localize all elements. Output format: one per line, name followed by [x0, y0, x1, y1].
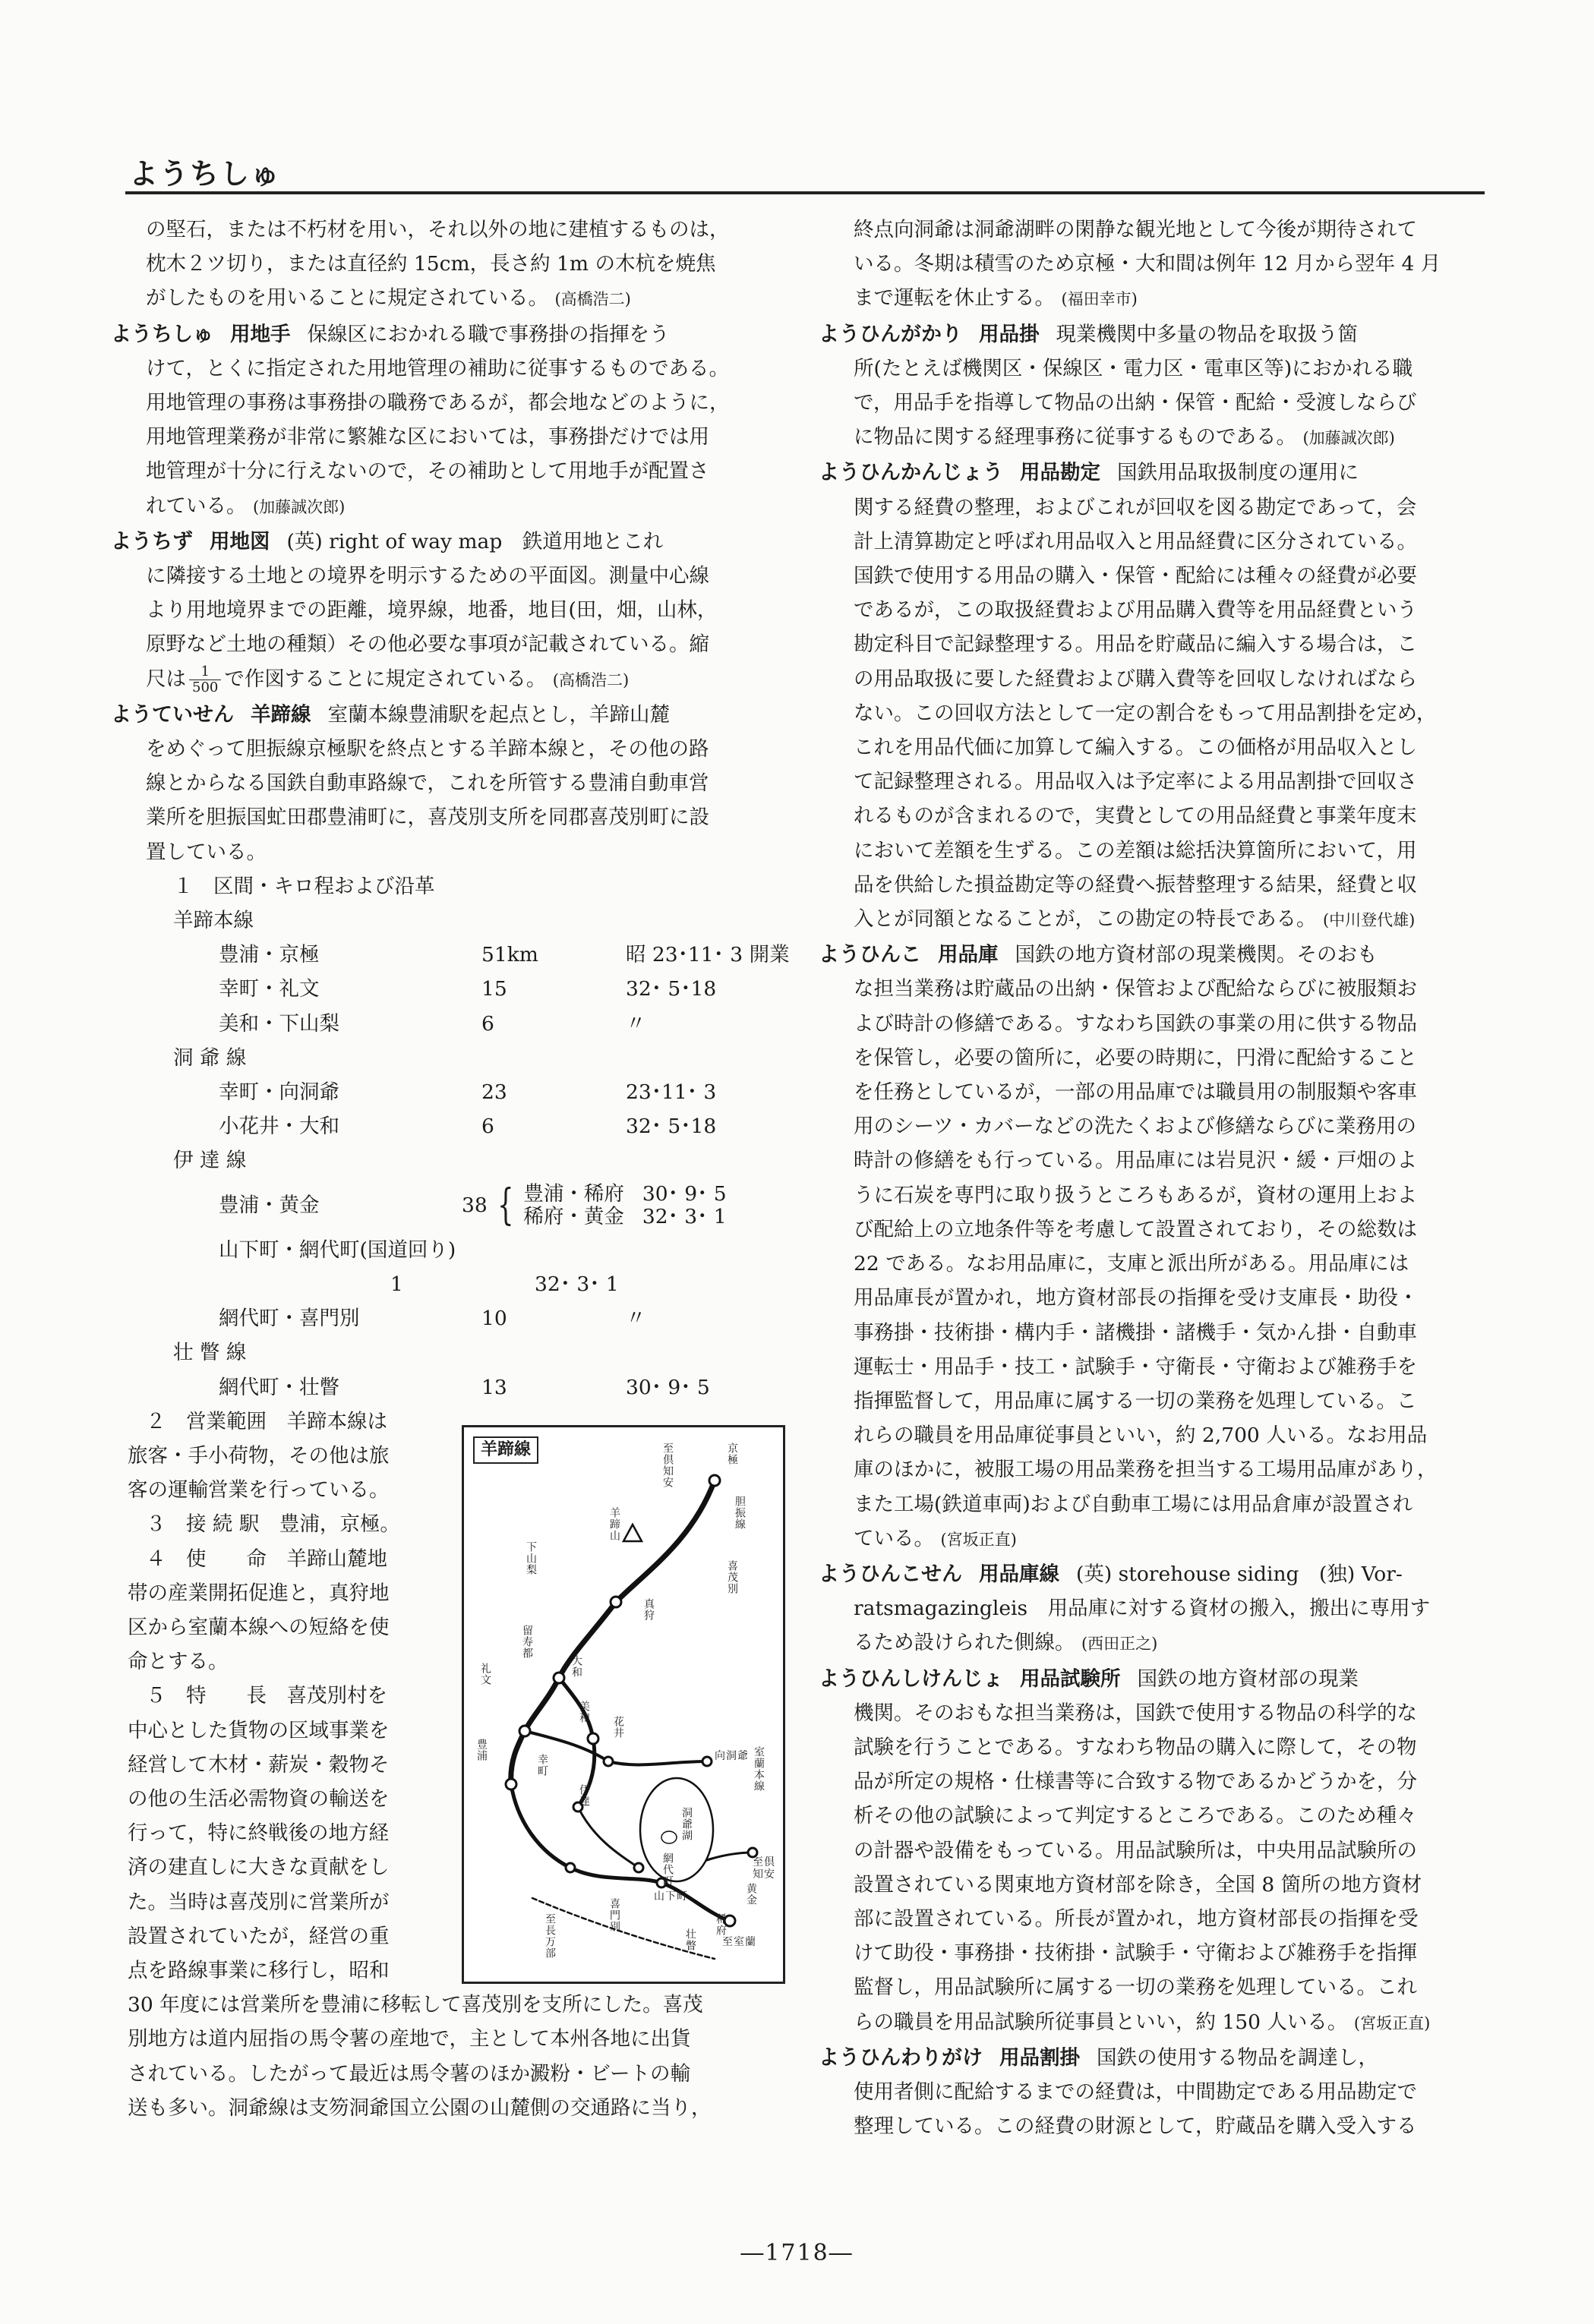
headword-term: 用品庫線 — [979, 1562, 1059, 1586]
headword-term: 用地図 — [210, 529, 270, 553]
youhinkanjou-headword-line — [819, 456, 1488, 490]
headword-kana: ようひんかんじょう — [819, 461, 1003, 485]
map-label: 至室蘭 — [722, 1936, 756, 1948]
route-row — [128, 1370, 796, 1405]
map-label: 礼文 — [479, 1663, 491, 1685]
text-line: けて，とくに指定された用地管理の補助に従事するものである。 — [146, 356, 729, 380]
text-line: 客の運輸営業を行っている。 — [128, 1478, 390, 1503]
text-line: の用品取扱に要した経費および購入費等を回収しなければなら — [854, 667, 1417, 691]
route-section: 幸町・礼文 — [219, 977, 320, 1001]
text-line: で，用品手を指導して物品の出納・保管・配給・受渡しならび — [854, 391, 1417, 415]
text-line: これを用品代価に加算して編入する。この価格が用品収入とし — [854, 736, 1417, 760]
route-opened: 23･11･ 3 — [626, 1080, 717, 1105]
entry-text: 入とが同額となることが，この勘定の特長である。 — [854, 907, 1317, 932]
text-line: の計器や設備をもっている。用品試験所は，中央用品試験所の — [854, 1838, 1417, 1862]
route-subdate: 32･ 3･ 1 — [642, 1204, 727, 1228]
author-signature: (宮坂正直) — [940, 1530, 1017, 1549]
text-line: 設置されていたが，経営の重 — [128, 1924, 390, 1948]
headword-term: 用地手 — [230, 322, 291, 346]
route-group-title: 壮 瞥 線 — [173, 1341, 247, 1365]
text-line: 監督し，用品試験所に属する一切の業務を処理している。これ — [854, 1976, 1417, 2000]
headword-term: 羊蹄線 — [251, 702, 311, 727]
text-line: 関する経費の整理，およびこれが回収を図る勘定であって，会 — [854, 495, 1417, 519]
route-spacer — [128, 1267, 390, 1301]
intro-last-line — [128, 281, 796, 317]
text-line: 別地方は道内屈指の馬令薯の産地で，主として本州各地に出貨 — [128, 2027, 691, 2051]
text-line: 送も多い。洞爺線は支笏洞爺国立公園の山麓側の交通路に当り， — [128, 2095, 712, 2120]
text-line: 用地管理の事務は事務掛の職務であるが，都会地などのように， — [146, 391, 730, 415]
route-group-title: 羊蹄本線 — [173, 909, 254, 933]
text-line: 使用者側に配給するまでの経費は，中間勘定である用品勘定で — [854, 2080, 1417, 2104]
map-label: 至倶知安 — [753, 1856, 775, 1881]
entry-text: 現業機関中多量の物品を取扱う箇 — [1056, 322, 1358, 346]
route-opened: 昭 23･11･ 3 開業 — [626, 943, 790, 967]
text-line: 地管理が十分に行えないので，その補助として用地手が配置さ — [146, 459, 709, 484]
text-line: 置している。 — [146, 840, 267, 864]
text-line: ２ 営業範囲 羊蹄本線は — [146, 1409, 387, 1433]
map-label: 稀府 — [715, 1913, 727, 1936]
map-label: 羊蹄山 — [608, 1507, 620, 1541]
youhinko-headword-line — [819, 938, 1488, 972]
route-row — [128, 1301, 796, 1335]
youhingakari-headword-line — [819, 317, 1488, 352]
map-label: 京極 — [726, 1443, 738, 1465]
headword-term: 用品勘定 — [1020, 461, 1100, 485]
fraction-denominator: 500 — [192, 680, 219, 696]
entry-text: れている。 — [146, 493, 247, 518]
map-label: 至倶知安 — [661, 1443, 674, 1488]
headword-term: 用品割掛 — [999, 2045, 1080, 2070]
route-subdate: 30･ 9･ 5 — [642, 1181, 727, 1206]
text-line: び配給上の立地条件等を考慮して設置されており，その総数は — [854, 1217, 1417, 1241]
text-line: 庫のほかに，被服工場の用品業務を担当する工場用品庫があり， — [854, 1458, 1438, 1482]
map-label: 喜門別 — [608, 1898, 620, 1932]
route-opened: 32･ 5･18 — [626, 1115, 717, 1139]
map-route-branch — [578, 1807, 639, 1868]
route-row — [128, 1267, 796, 1301]
route-row-braced — [128, 1178, 796, 1233]
route-subsection: 豊浦・稀府 — [523, 1181, 624, 1206]
author-signature: (高橋浩二) — [554, 290, 631, 309]
route-distance: 13 — [481, 1375, 507, 1399]
text-line: れるものが含まれるので，実費としての用品経費と事業年度末 — [854, 804, 1417, 828]
text-line: て記録整理される。用品収入は予定率による用品割掛で回収さ — [854, 770, 1417, 794]
youhinwarigake-headword-line — [819, 2041, 1488, 2075]
route-distance: 10 — [481, 1307, 507, 1331]
author-signature: (加藤誠次郎) — [252, 497, 346, 516]
text-line: 業所を胆振国虻田郡豊浦町に，喜茂別支所を同郡喜茂別町に設 — [146, 806, 709, 830]
text-line: 30 年度には営業所を豊浦に移転して喜茂別を支所にした。喜茂 — [128, 1993, 703, 2017]
map-label: 山下町 — [654, 1890, 688, 1903]
text-line: に隣接する土地との境界を明示するための平面図。測量中心線 — [146, 564, 709, 588]
route-section: 網代町・喜門別 — [219, 1307, 360, 1331]
headword-kana: ようひんわりがけ — [819, 2045, 983, 2070]
entry-last-line — [835, 1521, 1488, 1557]
map-lake — [640, 1778, 713, 1881]
right-column — [819, 213, 1488, 2143]
route-opened: 〃 — [626, 1307, 646, 1331]
brace-icon: { — [497, 1180, 514, 1230]
author-signature: (福田幸市) — [1061, 290, 1138, 309]
route-row — [128, 1075, 796, 1109]
map-label: 美和 — [578, 1701, 590, 1723]
text-line: 帯の産業開拓促進と，真狩地 — [128, 1581, 390, 1605]
text-line: ない。この回収方法として一定の割合をもって用品割掛を定め， — [854, 701, 1437, 725]
route-section: 幸町・向洞爺 — [219, 1080, 339, 1105]
route-section: 豊浦・京極 — [219, 943, 320, 967]
map-label: 至長万部 — [544, 1913, 556, 1959]
text-line: れらの職員を用品庫従事員といい，約 2,700 人いる。なお用品 — [854, 1424, 1428, 1448]
route-section: 山下町・網代町(国道回り) — [219, 1238, 456, 1262]
text-line: 終点向洞爺は洞爺湖畔の閑静な観光地として今後が期待されて — [854, 218, 1417, 241]
entry-last-line — [835, 902, 1488, 938]
text-line: 品を供給した損益勘定等の経費へ振替整理する結果，経費と収 — [854, 872, 1417, 897]
youteisen-headword-line — [111, 698, 796, 732]
entry-last-line — [835, 420, 1488, 456]
text-line: をめぐって胆振線京極駅を終点とする羊蹄本線と，その他の路 — [146, 737, 709, 762]
entry-text: 保線区におかれる職で事務掛の指揮をう — [307, 322, 670, 346]
entry-text: がしたものを用いることに規定されている。 — [146, 286, 548, 311]
map-title: 羊蹄線 — [473, 1436, 538, 1464]
map-label: 喜茂別 — [726, 1560, 738, 1594]
youhinkosen-headword-line — [819, 1557, 1488, 1591]
headword-kana: ようひんがかり — [819, 322, 962, 346]
route-opened: 32･ 5･18 — [626, 977, 717, 1001]
map-label: 幸町 — [536, 1754, 548, 1777]
entry-text: 尺は — [146, 667, 186, 691]
headword-kana: ようちしゅ — [111, 322, 213, 346]
map-label: 留寿都 — [521, 1625, 533, 1659]
scale-line — [128, 662, 796, 698]
text-line: 済の建直しに大きな貢献をし — [128, 1856, 390, 1880]
route-distance: 15 — [481, 977, 507, 1001]
text-line: 経営して木材・薪炭・穀物そ — [128, 1752, 390, 1777]
section-heading: １ 区間・キロ程および沿革 — [173, 874, 435, 898]
map-label: 向洞爺 — [715, 1750, 749, 1762]
text-line: けて助役・事務掛・技術掛・試験手・守衛および雑務手を指揮 — [854, 1941, 1417, 1966]
fraction-numerator: 1 — [189, 664, 221, 680]
text-line: の堅石，または不朽材を用い，それ以外の地に建植するものは， — [146, 218, 730, 241]
text-line: 用のシーツ・カバーなどの洗たくおよび修繕ならびに業務用の — [854, 1115, 1416, 1139]
text-line: 整理している。この経費の財源として，貯蔵品を購入受入する — [854, 2114, 1417, 2139]
map-label: 室蘭本線 — [753, 1746, 765, 1792]
headword-kana: ようひんしけんじょ — [819, 1667, 1003, 1691]
route-opened: 30･ 9･ 5 — [626, 1375, 710, 1399]
text-line: また工場(鉄道車両)および自動車工場には用品倉庫が設置され — [854, 1492, 1413, 1516]
route-opened: 〃 — [626, 1011, 646, 1036]
map-label: 真狩 — [642, 1598, 655, 1621]
map-label: 伊達 — [578, 1784, 590, 1807]
route-row — [128, 972, 796, 1006]
entry-text: 国鉄の使用する物品を調達し， — [1097, 2045, 1378, 2070]
route-distance: 23 — [481, 1080, 507, 1105]
entry-last-line — [835, 1626, 1488, 1661]
text-line: 区から室蘭本線への短絡を使 — [128, 1615, 390, 1639]
text-line: 行って，特に終戦後の地方経 — [128, 1821, 389, 1846]
map-label: 下山梨 — [525, 1541, 537, 1575]
map-label: 大和 — [570, 1655, 582, 1678]
route-group-title: 洞 爺 線 — [173, 1045, 247, 1070]
text-line: 点を路線事業に移行し，昭和 — [128, 1958, 390, 1982]
page-number: ―1718― — [740, 2240, 854, 2266]
running-header: ようちしゅ — [129, 157, 282, 191]
route-distance: 6 — [481, 1011, 494, 1036]
youchishu-headword-line — [111, 317, 796, 352]
entry-text: で作図することに規定されている。 — [224, 667, 547, 691]
entry-text: (英) storehouse siding (独) Vor- — [1076, 1562, 1403, 1586]
headword-kana: ようちず — [111, 529, 193, 553]
text-line: 所(たとえば機関区・保線区・電力区・電車区等)におかれる職 — [854, 356, 1413, 380]
text-line: ５ 特 長 喜茂別村を — [146, 1684, 387, 1708]
route-distance: 6 — [481, 1115, 494, 1139]
text-line: されている。したがって最近は馬令薯のほか澱粉・ビートの輸 — [128, 2061, 690, 2086]
route-subsection: 稀府・黄金 — [523, 1204, 624, 1228]
map-label: 壮瞥 — [684, 1928, 696, 1951]
entry-text: 国鉄の地方資材部の現業 — [1137, 1667, 1359, 1691]
route-row — [128, 938, 796, 972]
scale-fraction — [189, 664, 221, 695]
route-row — [128, 1007, 796, 1041]
text-line: 試験を行うことである。すなわち物品の購入に際して，その物 — [854, 1735, 1417, 1759]
text-line: 原野など土地の種類）その他必要な事項が記載されている。縮 — [146, 632, 709, 657]
text-line: より用地境界までの距離，境界線，地番，地目(田，畑，山林， — [146, 598, 718, 623]
text-line: ３ 接 続 駅 豊浦，京極。 — [146, 1512, 400, 1537]
text-line: 枕木２ツ切り，または直径約 15cm，長さ約 1m の木杭を焼焦 — [146, 252, 716, 276]
route-group-title: 伊 達 線 — [173, 1149, 247, 1173]
map-label: 胆振線 — [734, 1496, 746, 1530]
headword-term: 用品庫 — [938, 943, 999, 967]
entry-text: (英) right of way map 鉄道用地とこれ — [286, 529, 664, 553]
map-label: 花井 — [612, 1716, 624, 1739]
text-line: において差額を生ずる。この差額は総括決算箇所において，用 — [854, 838, 1417, 862]
text-line: 計上清算勘定と呼ばれ用品収入と用品経費に区分されている。 — [854, 529, 1417, 553]
entry-text: まで運転を休止する。 — [854, 286, 1055, 311]
text-line: 国鉄で使用する用品の購入・保管・配給には種々の経費が必要 — [854, 564, 1417, 588]
map-label: 豊浦 — [475, 1739, 488, 1761]
text-line: よび時計の修繕である。すなわち国鉄の事業の用に供する物品 — [854, 1011, 1417, 1036]
entry-text: 国鉄の地方資材部の現業機関。そのおも — [1015, 943, 1378, 967]
text-line: 時計の修繕をも行っている。用品庫には岩見沢・緩・戸畑のよ — [854, 1149, 1417, 1173]
route-distance: 38 — [462, 1194, 488, 1218]
route-distance: 1 — [390, 1272, 403, 1296]
text-line: 中心とした貨物の区域事業を — [128, 1718, 390, 1742]
map-label: 網代町 — [661, 1853, 674, 1887]
youhinshikenjo-headword-line — [819, 1662, 1488, 1696]
author-signature: (高橋浩二) — [552, 670, 630, 689]
text-line: ratsmagazingleis 用品庫に対する資材の搬入，搬出に専用す — [854, 1597, 1431, 1621]
text-line: 22 である。なお用品庫に，支庫と派出所がある。用品庫には — [854, 1252, 1409, 1276]
text-line: ４ 使 命 羊蹄山麓地 — [146, 1547, 387, 1571]
text-line: 命とする。 — [128, 1650, 229, 1674]
entry-text: 室蘭本線豊浦駅を起点とし，羊蹄山麓 — [327, 702, 670, 727]
text-line: 設置されている関東地方資材部を除き，全国 8 箇所の地方資材 — [854, 1872, 1422, 1897]
headword-term: 用品試験所 — [1020, 1667, 1121, 1691]
entry-text: らの職員を用品試験所従事員といい，約 150 人いる。 — [854, 2010, 1348, 2034]
text-line: 析その他の試験によって判定するところである。このため種々 — [854, 1804, 1417, 1828]
text-line: 機関。そのおもな担当業務は，国鉄で使用する物品の科学的な — [854, 1701, 1417, 1725]
route-section: 網代町・壮瞥 — [219, 1375, 339, 1399]
text-line: 線とからなる国鉄自動車路線で，これを所管する豊浦自動車営 — [146, 771, 709, 796]
text-line: 部に設置されている。所長が置かれ，地方資材部長の指揮を受 — [854, 1906, 1419, 1931]
headword-term: 用品掛 — [979, 322, 1040, 346]
text-line: いる。冬期は積雪のため京極・大和間は例年 12 月から翌年 4 月 — [854, 252, 1441, 276]
text-line: 勘定科目で記録整理する。用品を貯蔵品に編入する場合は，こ — [854, 632, 1417, 657]
text-line: を任務としているが，一部の用品庫では職員用の制服類や客車 — [854, 1080, 1417, 1105]
text-line: 運転士・用品手・技工・試験手・守衛長・守衛および雑務手を — [854, 1354, 1417, 1379]
route-subdates — [642, 1183, 727, 1228]
text-line: 用品庫長が置かれ，地方資材部長の指揮を受け支庫長・助役・ — [854, 1286, 1419, 1310]
youchizu-headword-line — [111, 525, 796, 559]
headword-kana: ようひんこ — [819, 943, 921, 967]
map-label: 洞爺湖 — [680, 1807, 693, 1841]
route-section: 豊浦・黄金 — [219, 1194, 320, 1218]
header-rule — [125, 191, 1485, 194]
author-signature: (中川登代雄) — [1322, 911, 1416, 930]
map-label: 黄金 — [745, 1883, 757, 1906]
text-line: 事務掛・技術掛・構内手・諸機掛・諸機手・気かん掛・自動車 — [854, 1320, 1417, 1345]
route-section: 美和・下山梨 — [219, 1011, 339, 1036]
route-section: 小花井・大和 — [219, 1115, 339, 1139]
headword-kana: ようていせん — [111, 702, 234, 727]
text-line: 用地管理業務が非常に繁雑な区においては，事務掛だけでは用 — [146, 425, 709, 449]
author-signature: (西田正之) — [1081, 1635, 1158, 1654]
headword-kana: ようひんこせん — [819, 1562, 962, 1586]
route-row — [128, 1109, 796, 1143]
text-line: 旅客・手小荷物，その他は旅 — [128, 1443, 390, 1468]
route-distance: 51km — [481, 943, 538, 967]
entry-text: ている。 — [854, 1526, 934, 1550]
route-map — [462, 1425, 785, 1984]
text-line: 指揮監督して，用品庫に属する一切の業務を処理している。こ — [854, 1389, 1417, 1413]
cont-last-line — [835, 281, 1488, 317]
text-line: うに石炭を専門に取り扱うところもあるが，資材の運用上およ — [854, 1183, 1417, 1207]
entry-last-line — [835, 2005, 1488, 2041]
route-subsections — [523, 1183, 624, 1228]
text-line: であるが，この取扱経費および用品購入費等を用品経費という — [854, 598, 1417, 623]
text-line: な担当業務は貯蔵品の出納・保管および配給ならびに被服類お — [854, 977, 1417, 1001]
author-signature: (加藤誠次郎) — [1302, 429, 1395, 448]
text-line: た。当時は喜茂別に営業所が — [128, 1890, 390, 1914]
map-mountain — [623, 1525, 642, 1541]
text-line: を保管し，必要の箇所に，必要の時期に，円滑に配給すること — [854, 1045, 1417, 1070]
entry-text: るため設けられた側線。 — [854, 1631, 1075, 1655]
entry-text: 国鉄用品取扱制度の運用に — [1117, 461, 1359, 485]
route-opened: 32･ 3･ 1 — [535, 1272, 619, 1296]
text-line: の他の生活必需物資の輸送を — [128, 1786, 390, 1811]
text-line: 品が所定の規格・仕様書等に合致する物であるかどうかを，分 — [854, 1770, 1417, 1794]
entry-text: に物品に関する経理事務に従事するものである。 — [854, 425, 1296, 449]
author-signature: (宮坂正直) — [1353, 2013, 1431, 2032]
entry-last-line — [128, 489, 796, 525]
